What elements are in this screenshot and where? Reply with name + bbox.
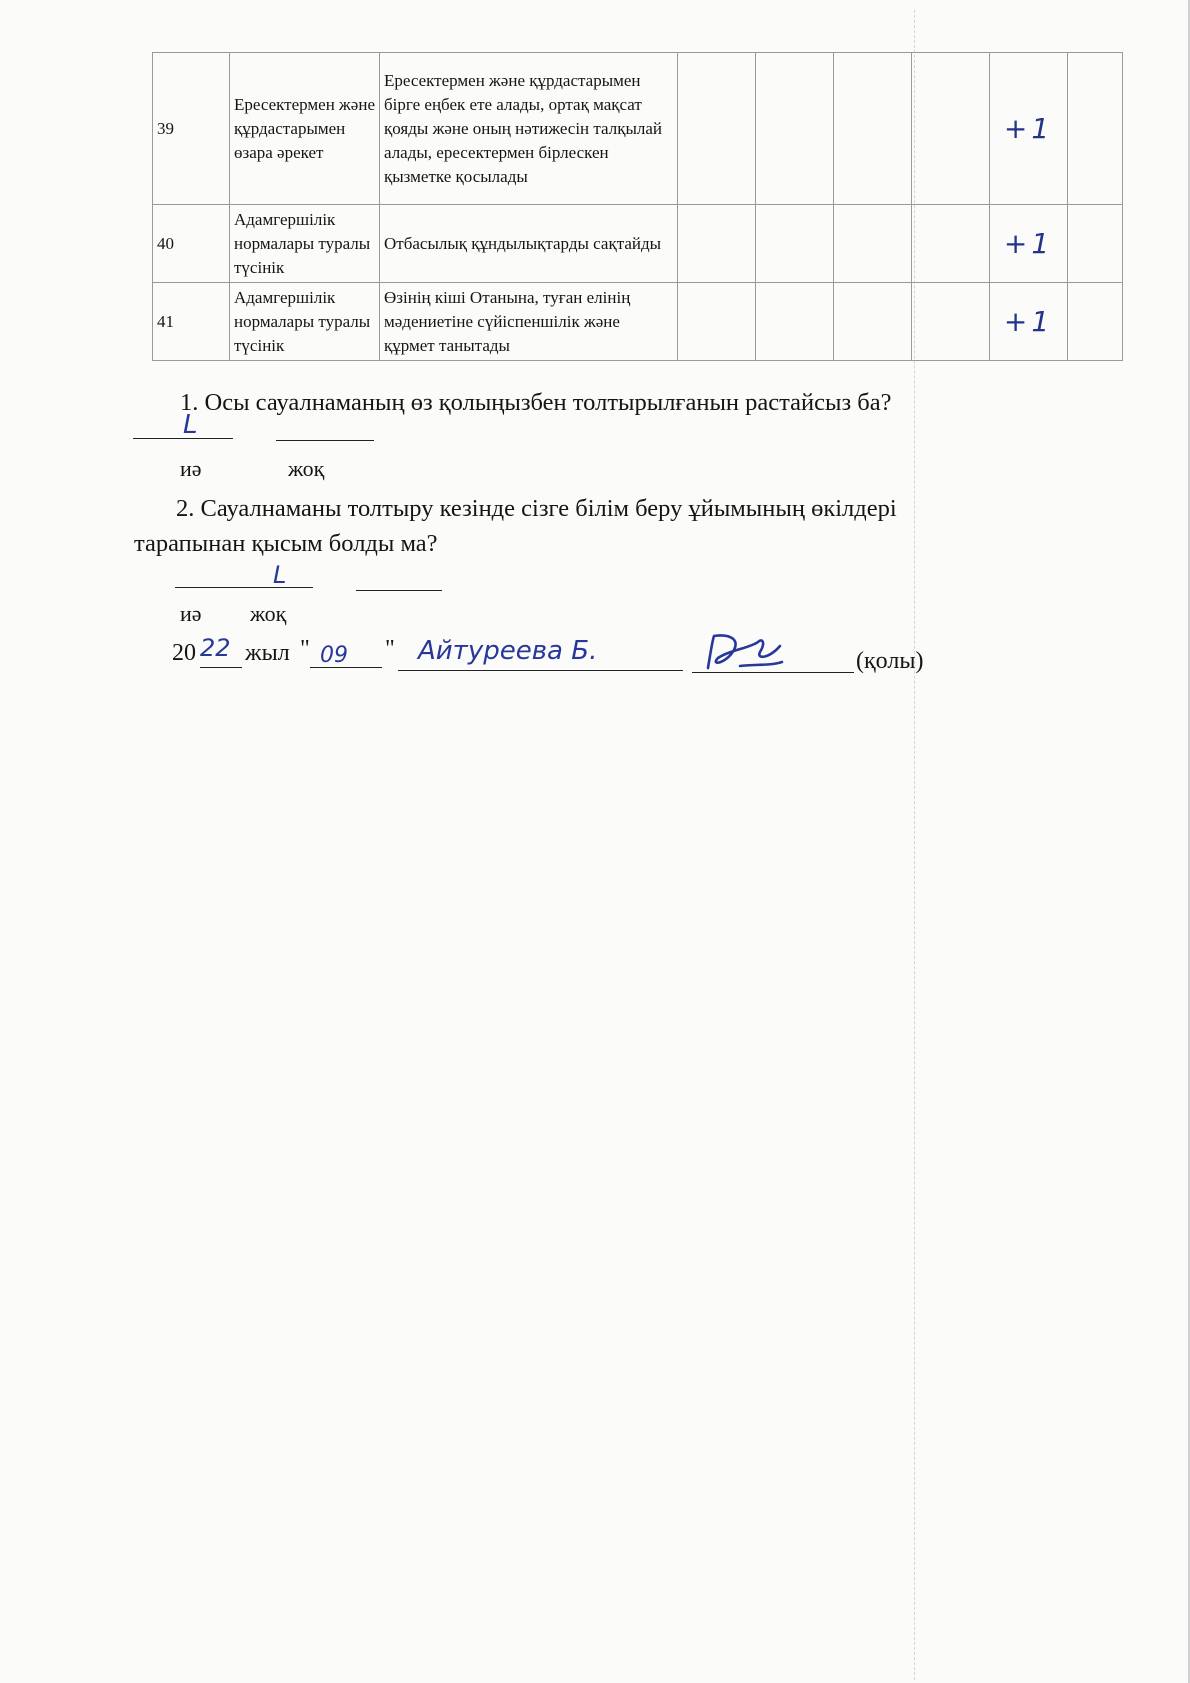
question-2-text-line2: тарапынан қысым болды ма? bbox=[134, 530, 438, 557]
signature-line bbox=[692, 672, 854, 673]
score-cell bbox=[678, 205, 756, 283]
row-number: 41 bbox=[153, 283, 230, 361]
quote-open: " bbox=[300, 636, 310, 662]
question-1-text: 1. Осы сауалнаманың өз қолыңызбен толтырылғанын растайсыз ба? bbox=[180, 389, 892, 416]
year-prefix: 20 bbox=[172, 640, 196, 666]
score-cell bbox=[678, 53, 756, 205]
signature-row bbox=[172, 640, 196, 667]
handwritten-score: +1 bbox=[990, 283, 1068, 361]
question-1-no-line bbox=[276, 440, 374, 441]
question-2-handwritten-mark: L bbox=[273, 561, 287, 589]
table-row bbox=[153, 53, 1123, 205]
score-cell bbox=[1068, 205, 1123, 283]
quote-close: " bbox=[385, 636, 395, 662]
score-cell bbox=[678, 283, 756, 361]
day-line bbox=[310, 667, 382, 668]
question-2-no-line bbox=[356, 590, 442, 591]
question-2-text-line1: 2. Сауалнаманы толтыру кезінде сізге білім беру ұйымының өкілдері bbox=[176, 495, 897, 522]
table-row bbox=[153, 283, 1123, 361]
score-cell bbox=[1068, 283, 1123, 361]
row-number: 39 bbox=[153, 53, 230, 205]
handwritten-score: +1 bbox=[990, 53, 1068, 205]
name-line bbox=[398, 670, 683, 671]
question-2-yes-label: иә bbox=[180, 601, 202, 626]
row-skill: Отбасылық құндылықтарды сақтайды bbox=[380, 205, 678, 283]
row-number: 40 bbox=[153, 205, 230, 283]
score-cell bbox=[834, 205, 912, 283]
row-skill: Өзінің кіші Отанына, туған елінің мәдениетіне сүйіспеншілік және құрмет танытады bbox=[380, 283, 678, 361]
question-1-no-label: жоқ bbox=[288, 456, 325, 481]
handwritten-signature bbox=[700, 628, 790, 674]
question-1-yes-label: иә bbox=[180, 456, 202, 481]
score-cell bbox=[912, 53, 990, 205]
question-2-yes-line bbox=[175, 587, 313, 588]
score-cell bbox=[756, 283, 834, 361]
row-area: Адамгершілік нормалары туралы түсінік bbox=[230, 205, 380, 283]
score-cell bbox=[834, 53, 912, 205]
score-cell bbox=[912, 205, 990, 283]
handwritten-score: +1 bbox=[990, 205, 1068, 283]
question-2-no-label: жоқ bbox=[250, 601, 287, 626]
year-word: жыл bbox=[245, 640, 290, 666]
table-row bbox=[153, 205, 1123, 283]
signature-label: (қолы) bbox=[856, 648, 924, 674]
score-cell bbox=[756, 53, 834, 205]
score-cell bbox=[834, 283, 912, 361]
year-line bbox=[200, 667, 242, 668]
skills-table bbox=[152, 52, 1123, 361]
question-1-handwritten-mark: L bbox=[183, 410, 198, 440]
score-cell bbox=[912, 283, 990, 361]
day-handwritten: 09 bbox=[320, 643, 348, 668]
year-handwritten: 22 bbox=[200, 634, 231, 662]
row-area: Ересектермен және құрдастарымен өзара әрекет bbox=[230, 53, 380, 205]
score-cell bbox=[756, 205, 834, 283]
row-skill: Ересектермен және құрдастарымен бірге еңбек ете алады, ортақ мақсат қояды және оның нәтижесін талқылай алады, ересектермен бірлескен қызметке қосылады bbox=[380, 53, 678, 205]
row-area: Адамгершілік нормалары туралы түсінік bbox=[230, 283, 380, 361]
name-handwritten: Айтуреева Б. bbox=[418, 636, 598, 666]
score-cell bbox=[1068, 53, 1123, 205]
question-1-yes-line bbox=[133, 438, 233, 439]
